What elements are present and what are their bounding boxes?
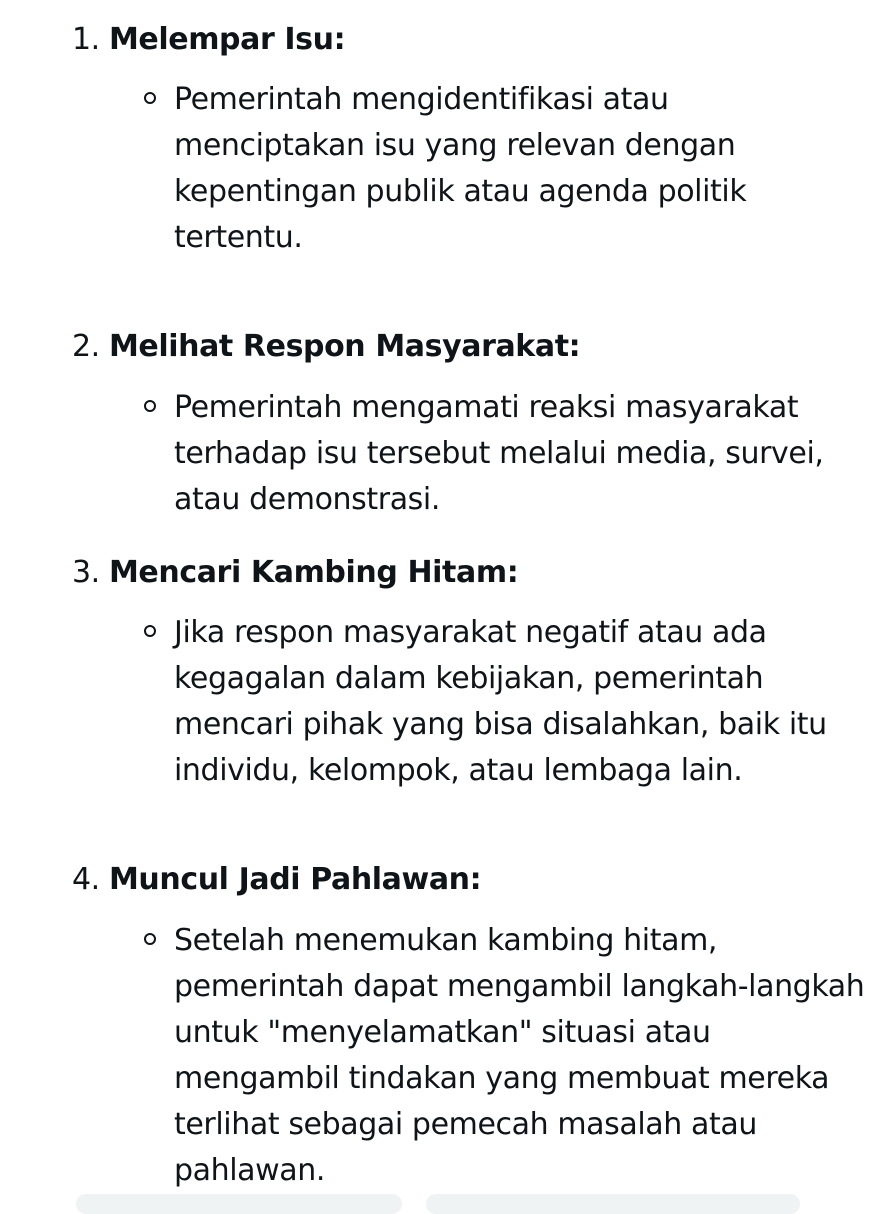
text-line: terlihat sebagai pemecah masalah atau [174,1107,757,1142]
text-line: tertentu. [174,220,303,255]
item-number: 4. [72,862,100,897]
text-line: terhadap isu tersebut melalui media, survei, [174,436,824,471]
text-line: mengambil tindakan yang membuat mereka [174,1061,830,1096]
hollow-bullet-icon [144,933,156,945]
text-line: kegagalan dalam kebijakan, pemerintah [174,661,764,696]
bottom-pill-right[interactable] [426,1194,800,1214]
bullet-text [174,77,854,261]
item-title: Melihat Respon Masyarakat: [108,329,581,364]
text-line: individu, kelompok, atau lembaga lain. [174,753,743,788]
text-line: Pemerintah mengamati reaksi masyarakat [174,390,799,425]
hollow-bullet-icon [144,92,156,104]
item-heading [72,860,481,900]
item-title: Melempar Isu: [108,22,346,57]
item-title: Muncul Jadi Pahlawan: [108,862,482,897]
text-line: mencari pihak yang bisa disalahkan, baik itu [174,707,827,742]
hollow-bullet-icon [144,400,156,412]
text-line: Jika respon masyarakat negatif atau ada [174,615,767,650]
text-line: atau demonstrasi. [174,482,440,517]
item-heading [72,20,345,60]
text-line: Setelah menemukan kambing hitam, [174,923,718,958]
hollow-bullet-icon [144,625,156,637]
text-line: pemerintah dapat mengambil langkah-langkah [174,969,865,1004]
text-line: menciptakan isu yang relevan dengan [174,128,736,163]
item-heading [72,327,580,367]
text-line: Pemerintah mengidentifikasi atau [174,82,669,117]
item-title: Mencari Kambing Hitam: [108,555,519,590]
bullet-text [174,918,865,1194]
item-heading [72,553,518,593]
text-line: kepentingan publik atau agenda politik [174,174,747,209]
item-number: 3. [72,555,100,590]
item-number: 2. [72,329,100,364]
text-line: pahlawan. [174,1153,326,1188]
text-line: untuk "menyelamatkan" situasi atau [174,1015,711,1050]
bullet-text [174,385,854,523]
bullet-text [174,610,854,794]
item-number: 1. [72,22,100,57]
bottom-pill-left[interactable] [76,1194,402,1214]
